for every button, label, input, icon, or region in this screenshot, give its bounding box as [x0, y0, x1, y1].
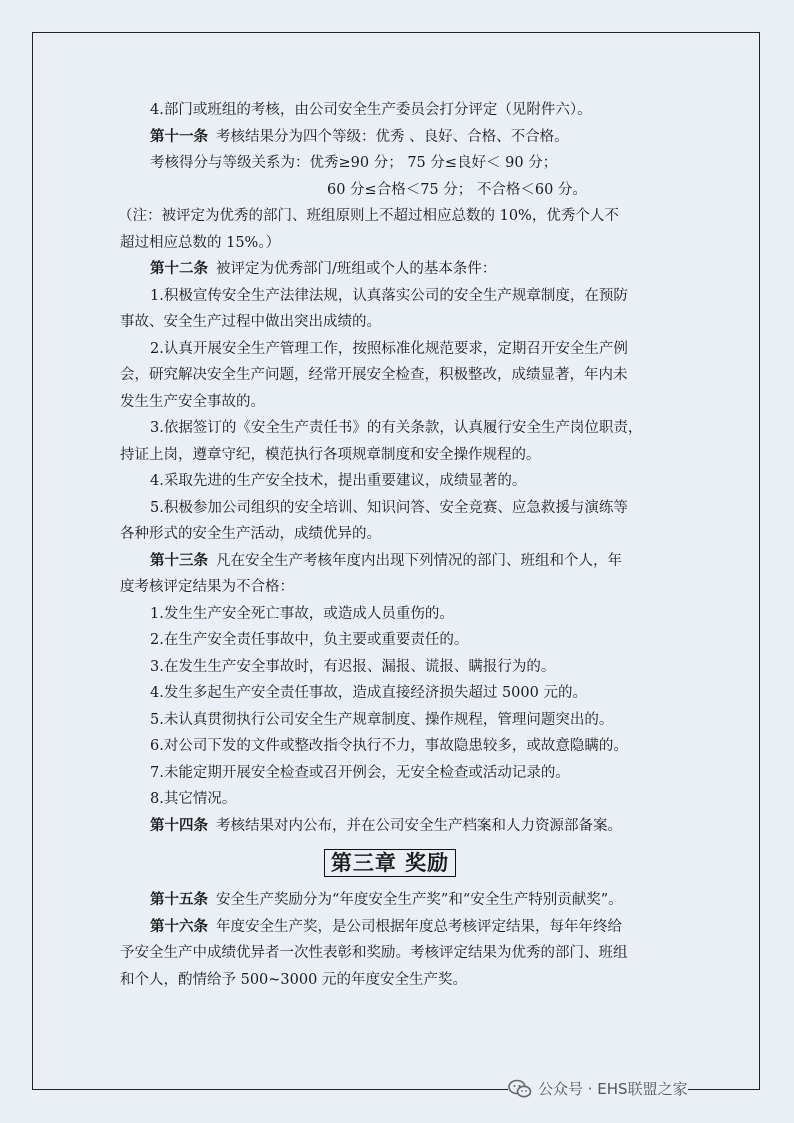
text-line [120, 786, 676, 813]
text-line [120, 336, 676, 363]
line-text: 凡在安全生产考核年度内出现下列情况的部门、班组和个人，年 [216, 552, 622, 569]
line-text: 3.在发生生产安全事故时，有迟报、漏报、谎报、瞒报行为的。 [150, 658, 556, 675]
text-line [120, 680, 676, 707]
text-line [120, 548, 676, 575]
line-text: 度考核评定结果为不合格： [120, 579, 294, 595]
text-line [120, 760, 676, 787]
line-text: 被评定为优秀部门/班组或个人的基本条件： [216, 261, 497, 277]
line-text: 持证上岗，遵章守纪，模范执行各项规章制度和安全操作规程的。 [120, 446, 541, 463]
line-text: 4.发生多起生产安全责任事故，造成直接经济损失超过 5000 元的。 [150, 685, 587, 701]
text-line [120, 283, 676, 310]
text-line [120, 914, 676, 941]
line-text: 予安全生产中成绩优异者一次性表彰和奖励。考核评定结果为优秀的部门、班组 [120, 945, 628, 961]
text-line [120, 813, 676, 840]
line-text: 2.认真开展安全生产管理工作，按照标准化规范要求，定期召开安全生产例 [150, 340, 628, 357]
document-body [120, 97, 676, 993]
line-text: 发生生产安全事故的。 [120, 393, 265, 410]
line-text: 8.其它情况。 [150, 791, 237, 807]
text-line [120, 468, 676, 495]
line-text: 考核得分与等级关系为：优秀≥90 分； 75 分≤良好＜ 90 分； [150, 155, 558, 171]
chapter-heading-wrap [120, 839, 676, 887]
line-text: 会，研究解决安全生产问题，经常开展安全检查，积极整改，成绩显著，年内未 [120, 367, 628, 383]
line-text: 考核结果对内公布，并在公司安全生产档案和人力资源部备案。 [216, 817, 622, 834]
text-line [120, 230, 676, 257]
article-number: 第十五条 [150, 891, 208, 908]
line-text: 7.未能定期开展安全检查或召开例会，无安全检查或活动记录的。 [150, 764, 570, 781]
line-text: 4.采取先进的生产安全技术，提出重要建议，成绩显著的。 [150, 473, 527, 489]
line-text: 60 分≤合格＜75 分； 不合格＜60 分。 [327, 181, 587, 198]
footer-text: 公众号 · EHS联盟之家 [538, 1080, 688, 1098]
article-number: 第十二条 [150, 260, 208, 277]
line-text: 5.积极参加公司组织的安全培训、知识问答、安全竞赛、应急救援与演练等 [150, 499, 628, 516]
line-text: 安全生产奖励分为“年度安全生产奖”和“安全生产特别贡献奖”。 [216, 892, 623, 908]
line-text: （注：被评定为优秀的部门、班组原则上不超过相应总数的 10%，优秀个人不 [118, 208, 619, 224]
text-line [120, 601, 676, 628]
text-line [120, 654, 676, 681]
line-text: 考核结果分为四个等级：优秀 、良好、合格、不合格。 [216, 128, 569, 145]
text-line [120, 177, 676, 204]
text-line [120, 442, 676, 469]
line-text: 各种形式的安全生产活动，成绩优异的。 [120, 526, 381, 542]
text-line [120, 887, 676, 914]
text-line [120, 940, 676, 967]
text-line [120, 627, 676, 654]
line-text: 6.对公司下发的文件或整改指令执行不力，事故隐患较多，或故意隐瞒的。 [150, 738, 628, 754]
rewards-section [120, 887, 676, 993]
articles-section [120, 97, 676, 839]
article-number: 第十六条 [150, 917, 208, 935]
article-number: 第十三条 [150, 551, 208, 569]
text-line [118, 203, 676, 230]
text-line [120, 309, 676, 336]
watermark-footer [508, 1078, 688, 1099]
line-text: 1.积极宣传安全生产法律法规，认真落实公司的安全生产规章制度，在预防 [150, 287, 628, 304]
line-text: 事故、安全生产过程中做出突出成绩的。 [120, 314, 381, 330]
text-line [120, 495, 676, 522]
article-number: 第十四条 [150, 816, 208, 834]
chapter-heading: 第三章 奖励 [324, 849, 456, 877]
text-line [120, 574, 676, 601]
text-line [120, 362, 676, 389]
text-line [120, 415, 676, 442]
line-text: 2.在生产安全责任事故中，负主要或重要责任的。 [150, 632, 469, 648]
line-text: 超过相应总数的 15%。） [120, 234, 281, 251]
text-line [120, 97, 676, 124]
text-line [120, 150, 676, 177]
text-line [120, 967, 676, 994]
line-text: 和个人，酌情给予 500~3000 元的年度安全生产奖。 [120, 971, 467, 988]
line-text: 1.发生生产安全死亡事故，或造成人员重伤的。 [150, 605, 454, 622]
text-line [120, 733, 676, 760]
text-line [120, 124, 676, 151]
line-text: 3.依据签订的《安全生产责任书》的有关条款，认真履行安全生产岗位职责， [150, 420, 643, 436]
text-line [120, 521, 676, 548]
text-line [120, 256, 676, 283]
line-text: 年度安全生产奖，是公司根据年度总考核评定结果，每年年终给 [216, 918, 622, 935]
text-line [120, 707, 676, 734]
text-line [120, 389, 676, 416]
line-text: 4.部门或班组的考核，由公司安全生产委员会打分评定（见附件六）。 [150, 102, 592, 118]
wechat-icon [508, 1079, 532, 1099]
article-number: 第十一条 [150, 127, 208, 145]
line-text: 5.未认真贯彻执行公司安全生产规章制度、操作规程，管理问题突出的。 [150, 711, 614, 728]
